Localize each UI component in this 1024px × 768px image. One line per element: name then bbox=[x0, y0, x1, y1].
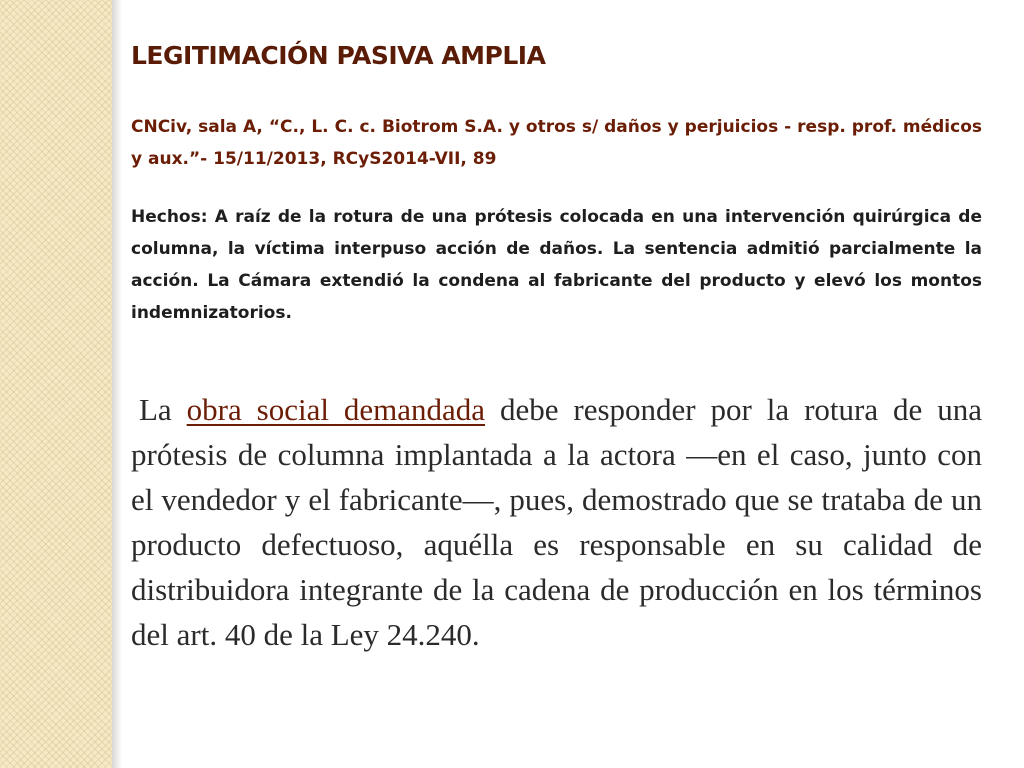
case-summary bbox=[131, 387, 982, 657]
summary-lead: La bbox=[139, 392, 187, 427]
slide-title: LEGITIMACIÓN PASIVA AMPLIA bbox=[131, 41, 546, 70]
summary-emphasis: obra social demandada bbox=[186, 392, 486, 427]
side-strip-shadow bbox=[112, 0, 122, 768]
decorative-side-strip bbox=[0, 0, 112, 768]
case-citation: CNCiv, sala A, “C., L. C. c. Biotrom S.A. y otros s/ daños y perjuicios - resp. prof. médicos y aux.”- 15/11/2013, RCyS2014-VII, 89 bbox=[131, 117, 982, 169]
summary-rest: debe responder por la rotura de una prótesis de columna implantada a la actora —en el caso, junto con el vendedor y el fabricante—, pues, demostrado que se trataba de un producto defectuoso, aquélla es responsable en su calidad de distribuidora integrante de la cadena de producción en los términos del art. 40 de la Ley 24.240. bbox=[131, 392, 982, 652]
case-facts: Hechos: A raíz de la rotura de una prótesis colocada en una intervención quirúrgica de columna, la víctima interpuso acción de daños. La sentencia admitió parcialmente la acción. La Cámara extendió la condena al fabricante del producto y elevó los montos indemnizatorios. bbox=[131, 207, 982, 323]
